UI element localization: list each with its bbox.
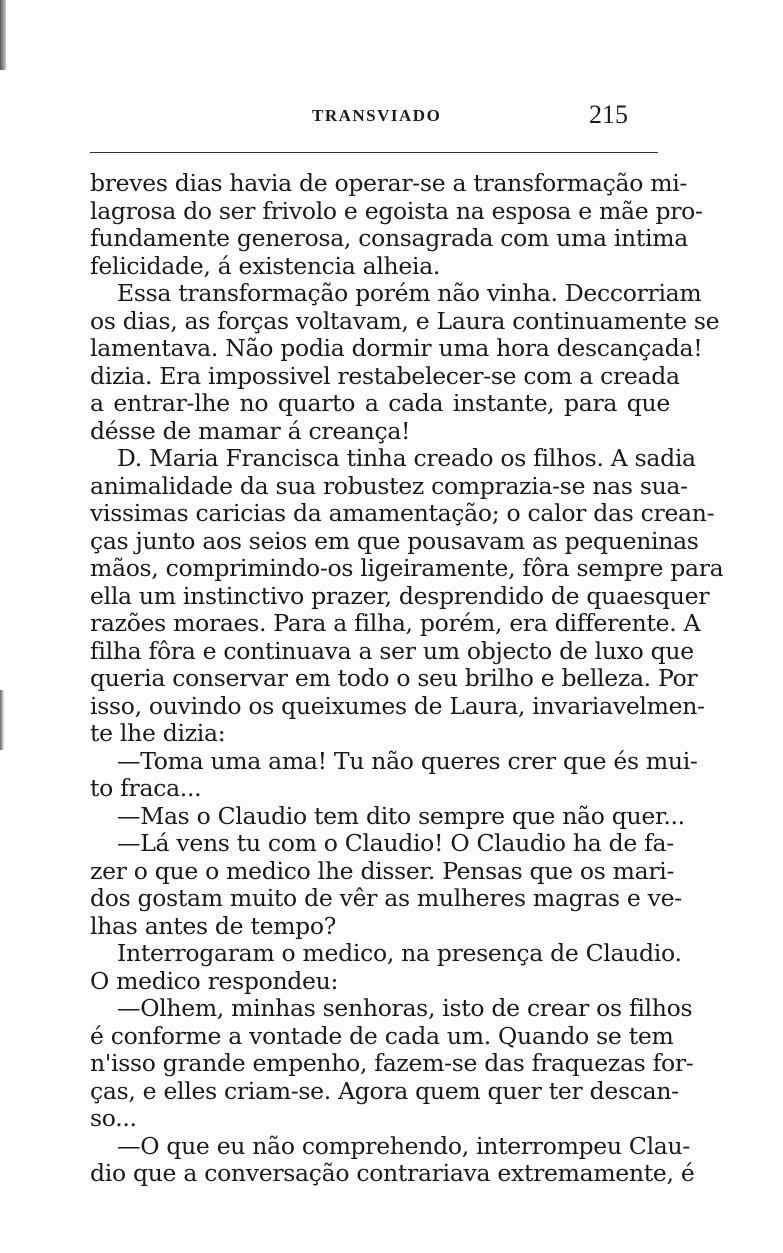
text-line: —Olhem, minhas senhoras, isto de crear os filhos	[117, 994, 693, 1022]
text-line: Essa transformação porém não vinha. Deccorriam	[117, 279, 702, 307]
text-line: dizia. Era impossivel restabelecer-se com a creada	[90, 361, 680, 390]
header-rule	[90, 152, 658, 153]
body-text	[90, 169, 724, 1188]
text-line: zer o que o medico lhe disser. Pensas que os mari-	[90, 856, 675, 885]
text-line: isso, ouvindo os queixumes de Laura, invariavelmen-	[90, 691, 705, 720]
text-line: vissimas caricias da amamentação; o calor das crean-	[90, 499, 715, 527]
text-line: D. Maria Francisca tinha creado os filhos. A sadia	[117, 444, 696, 472]
page-edge-shadow	[0, 0, 6, 70]
text-line: lagrosa do ser frivolo e egoista na esposa e mãe pro-	[90, 196, 703, 225]
text-line: —O que eu não comprehendo, interrompeu Clau-	[117, 1131, 690, 1160]
running-head	[0, 100, 783, 140]
text-line: lhas antes de tempo?	[90, 911, 337, 940]
text-line: filha fôra e continuava a ser um objecto de luxo que	[90, 636, 694, 665]
text-line: O medico respondeu:	[90, 966, 339, 995]
text-line: lamentava. Não podia dormir uma hora descançada!	[90, 334, 703, 362]
page-number: 215	[589, 100, 628, 129]
text-line: queria conservar em todo o seu brilho e belleza. Por	[90, 664, 698, 692]
text-line: to fraca...	[90, 774, 202, 802]
text-line: é conforme a vontade de cada um. Quando se tem	[90, 1021, 674, 1050]
text-line: dos gostam muito de vêr as mulheres magras e ve-	[90, 884, 682, 912]
text-line: os dias, as forças voltavam, e Laura continuamente se	[90, 306, 720, 335]
text-line: razões moraes. Para a filha, porém, era differente. A	[90, 609, 701, 637]
text-line: a entrar-lhe no quarto a cada instante, para que	[90, 389, 670, 417]
text-line: Interrogaram o medico, na presença de Claudio.	[117, 939, 682, 967]
text-line: breves dias havia de operar-se a transformação mi-	[90, 169, 688, 197]
text-line: so...	[90, 1104, 137, 1132]
text-line: te lhe dizia:	[90, 719, 226, 747]
text-line: —Lá vens tu com o Claudio! O Claudio ha de fa-	[117, 829, 674, 857]
text-line: désse de mamar á creança!	[90, 416, 411, 445]
page-edge-shadow-lower	[0, 690, 4, 750]
text-line: dio que a conversação contrariava extremamente, é	[90, 1159, 695, 1187]
text-line: mãos, comprimindo-os ligeiramente, fôra sempre para	[90, 554, 724, 582]
text-line: n'isso grande empenho, fazem-se das fraquezas for-	[90, 1049, 694, 1077]
text-line: —Mas o Claudio tem dito sempre que não quer...	[117, 801, 685, 830]
text-line: felicidade, á existencia alheia.	[90, 251, 441, 280]
text-line: ças junto aos seios em que pousavam as pequeninas	[90, 526, 699, 555]
text-line: ças, e elles criam-se. Agora quem quer ter descan-	[90, 1076, 679, 1105]
text-line: animalidade da sua robustez comprazia-se nas sua-	[90, 471, 688, 500]
text-line: ella um instinctivo prazer, desprendido de quaesquer	[90, 581, 710, 610]
running-title: TRANSVIADO	[312, 106, 442, 125]
text-line: —Toma uma ama! Tu não queres crer que és mui-	[117, 746, 698, 775]
text-line: fundamente generosa, consagrada com uma intima	[90, 224, 688, 252]
